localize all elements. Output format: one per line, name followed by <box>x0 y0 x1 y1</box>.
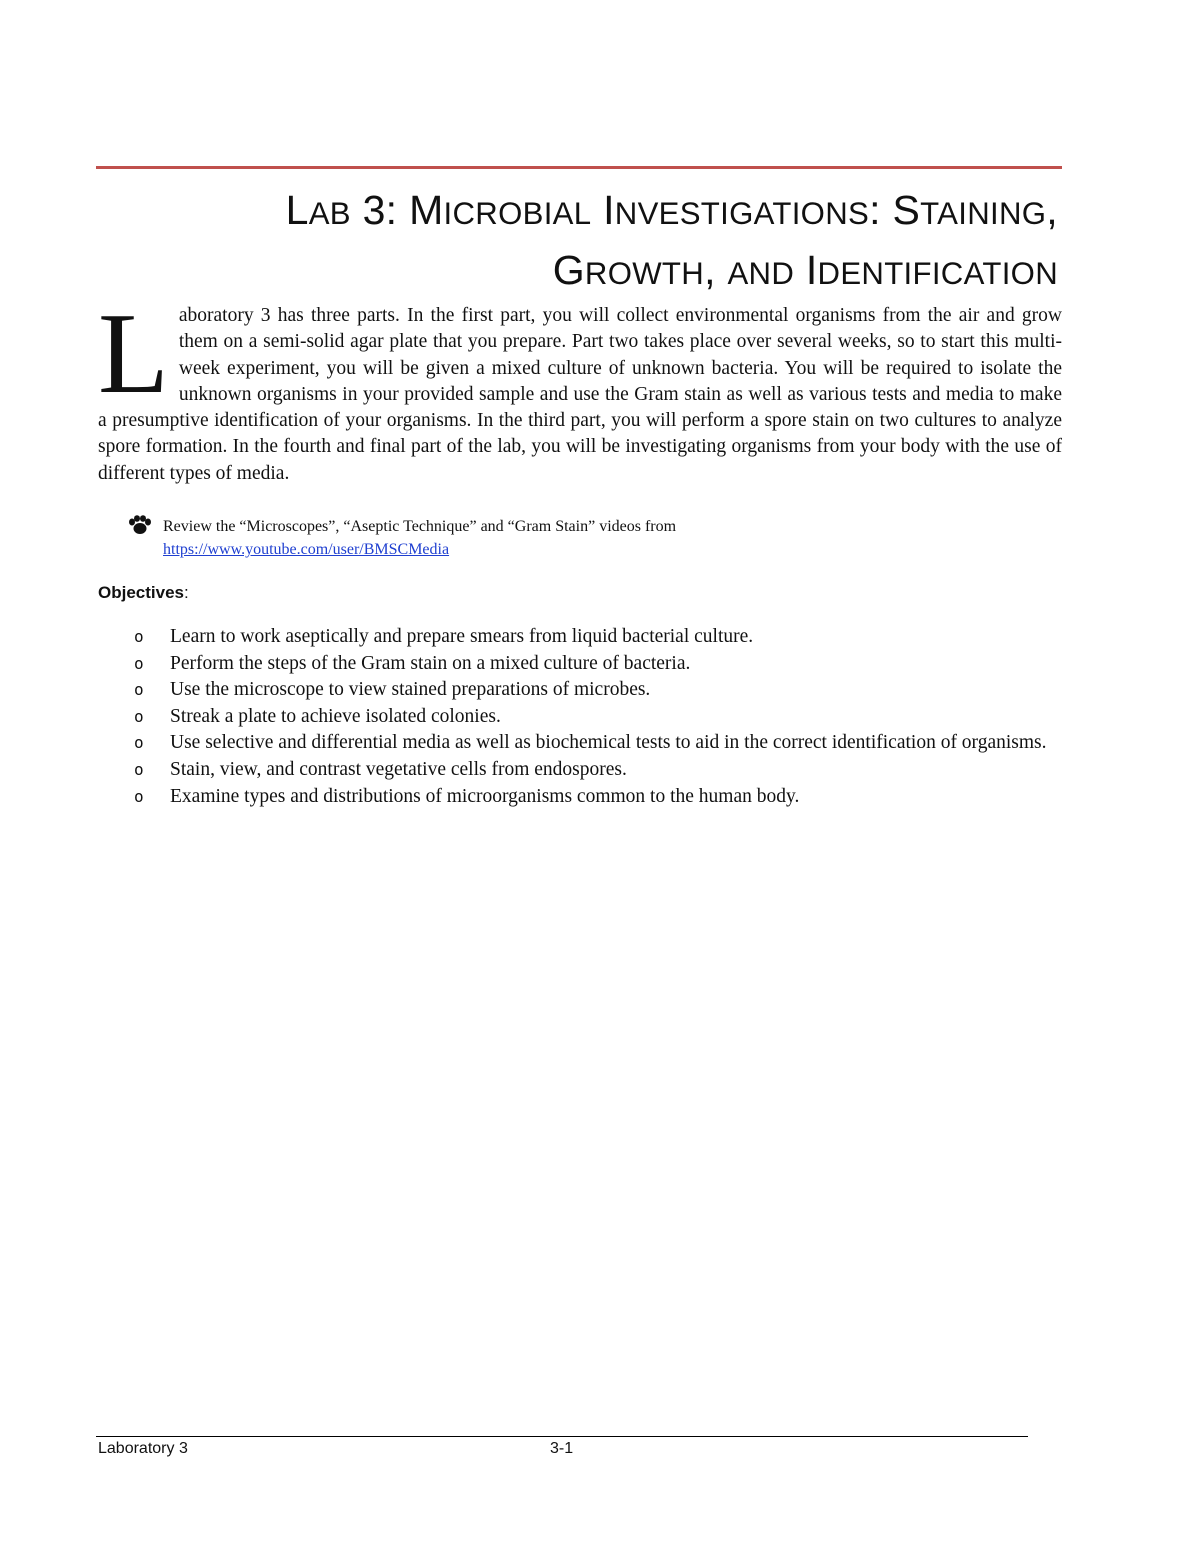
objective-text: Streak a plate to achieve isolated colonies. <box>170 705 501 727</box>
objectives-heading-text: Objectives <box>98 583 184 602</box>
objective-text: Stain, view, and contrast vegetative cells from endospores. <box>170 758 627 780</box>
paw-print-icon <box>128 515 152 535</box>
bullet-icon: o <box>134 759 144 779</box>
objective-text: Perform the steps of the Gram stain on a mixed culture of bacteria. <box>170 652 691 674</box>
page-title <box>96 182 1058 302</box>
title-rule <box>96 166 1062 169</box>
objectives-list <box>130 624 1062 810</box>
review-text: Review the “Microscopes”, “Aseptic Technique” and “Gram Stain” videos from <box>163 518 677 535</box>
review-note <box>128 515 928 561</box>
list-item <box>130 730 1062 757</box>
intro-text: aboratory 3 has three parts. In the first part, you will collect environmental organisms from the air and grow them on a semi-solid agar plate that you prepare. Part two takes place over several weeks, so to start this multi-week experiment, you will be given a mixed culture of unknown bacteria. You will be required to isolate the unknown organisms in your provided sample and use the Gram stain as well as various tests and media to make a presumptive identification of your organisms. In the third part, you will perform a spore stain on two cultures to analyze spore formation. In the fourth and final part of the lab, you will be investigating organisms from your body with the use of different types of media. <box>98 305 1062 484</box>
objective-text: Examine types and distributions of microorganisms common to the human body. <box>170 785 800 807</box>
bmsc-media-link[interactable]: https://www.youtube.com/user/BMSCMedia <box>163 541 450 558</box>
footer-rule <box>96 1436 1028 1437</box>
bullet-icon: o <box>134 680 144 700</box>
bullet-icon: o <box>134 627 144 646</box>
objective-text: Learn to work aseptically and prepare smears from liquid bacterial culture. <box>170 626 754 647</box>
objective-text: Use the microscope to view stained preparations of microbes. <box>170 679 651 701</box>
list-item <box>130 624 1062 651</box>
objectives-heading <box>98 583 189 603</box>
title-line-2: GROWTH, AND IDENTIFICATION <box>552 247 1058 293</box>
drop-cap: L <box>98 290 169 418</box>
footer-label: Laboratory 3 <box>98 1440 188 1457</box>
bullet-icon: o <box>134 653 144 673</box>
intro-paragraph <box>98 290 1062 487</box>
page-number: 3-1 <box>550 1440 574 1457</box>
list-item <box>130 757 1062 784</box>
list-item <box>130 784 1062 811</box>
objective-text: Use selective and differential media as well as biochemical tests to aid in the correct identification of organisms. <box>170 732 1047 754</box>
bullet-icon: o <box>134 786 144 806</box>
objectives-heading-colon: : <box>184 583 189 602</box>
list-item <box>130 651 1062 678</box>
list-item <box>130 677 1062 704</box>
title-line-1: LAB 3: MICROBIAL INVESTIGATIONS: STAINING, <box>285 187 1058 233</box>
bullet-icon: o <box>134 733 144 753</box>
bullet-icon: o <box>134 706 144 726</box>
list-item <box>130 704 1062 731</box>
